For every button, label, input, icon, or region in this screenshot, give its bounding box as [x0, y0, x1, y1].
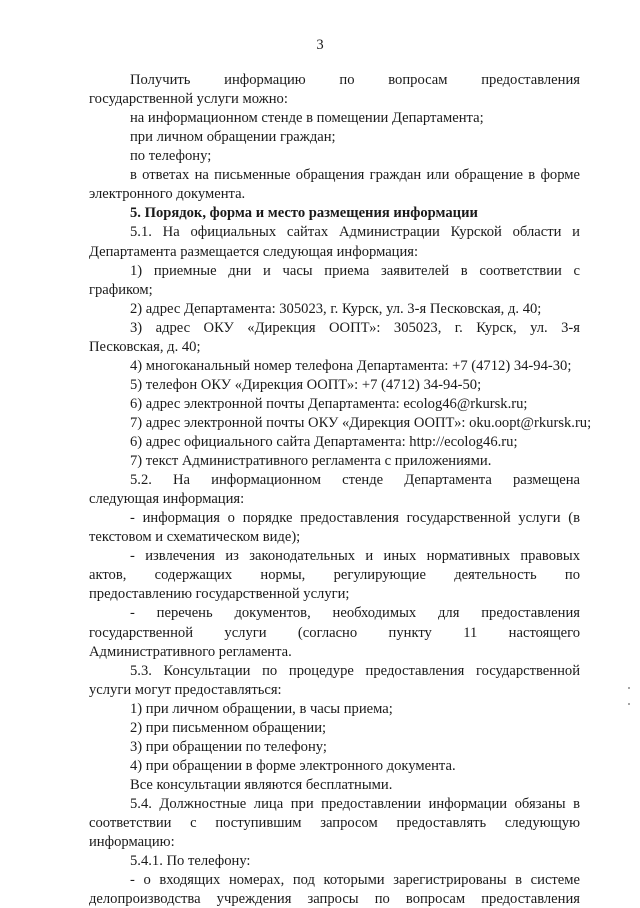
- text-line: на информационном стенде в помещении Департамента;: [130, 110, 484, 127]
- text-line: 5.4.1. По телефону:: [130, 853, 251, 870]
- text-line: 4) при обращении в форме электронного документа.: [130, 757, 456, 774]
- text-line: текстовом и схематическом виде);: [89, 529, 301, 546]
- text-line: 3) адрес ОКУ «Дирекция ООПТ»: 305023, г. Курск, ул. 3-я: [130, 319, 580, 336]
- text-line: соответствии с поступившим запросом предоставлять следующую: [89, 815, 580, 831]
- text-line: - перечень документов, необходимых для предоставления: [130, 605, 580, 622]
- text-line: 2) при письменном обращении;: [130, 719, 327, 736]
- text-line: 1) приемные дни и часы приема заявителей в соответствии с: [130, 262, 580, 279]
- text-line: Получить информацию по вопросам предоставления: [130, 72, 580, 88]
- text-line: по телефону;: [130, 148, 212, 165]
- text-line: Все консультации являются бесплатными.: [130, 776, 393, 793]
- text-line: предоставлению государственной услуги;: [89, 586, 350, 603]
- text-line: 7) адрес электронной почты ОКУ «Дирекция ООПТ»: oku.oopt@rkursk.ru;: [130, 414, 592, 431]
- text-line: 5.1. На официальных сайтах Администрации Курской области и: [130, 224, 580, 241]
- text-line: Департамента размещается следующая информация:: [89, 243, 419, 260]
- text-line: 6) адрес электронной почты Департамента: ecolog46@rkursk.ru;: [130, 395, 528, 412]
- text-line: 5.4. Должностные лица при предоставлении информации обязаны в: [130, 795, 580, 812]
- page-number: 3: [316, 37, 324, 53]
- text-line: - извлечения из законодательных и иных нормативных правовых: [130, 548, 580, 565]
- text-line: - о входящих номерах, под которыми зарегистрированы в системе: [130, 872, 580, 889]
- text-line: следующая информация:: [89, 491, 245, 508]
- text-line: 2) адрес Департамента: 305023, г. Курск, ул. 3-я Песковская, д. 40;: [130, 300, 542, 317]
- text-line: в ответах на письменные обращения граждан или обращение в форме: [130, 167, 580, 184]
- text-line: 3) при обращении по телефону;: [130, 738, 327, 755]
- text-line: государственной услуги можно:: [89, 91, 288, 107]
- text-line: 1) при личном обращении, в часы приема;: [130, 700, 393, 717]
- text-line: услуги могут предоставляться:: [89, 681, 282, 698]
- text-line: - информация о порядке предоставления государственной услуги (в: [130, 510, 580, 527]
- text-line: при личном обращении граждан;: [130, 129, 336, 146]
- text-line: электронного документа.: [89, 186, 246, 203]
- text-line: информацию:: [89, 834, 175, 850]
- text-line: 6) адрес официального сайта Департамента: http://ecolog46.ru;: [130, 433, 518, 450]
- text-line: 5) телефон ОКУ «Дирекция ООПТ»: +7 (4712) 34-94-50;: [130, 376, 482, 393]
- text-line: актов, содержащих нормы, регулирующие деятельность по: [89, 567, 580, 584]
- text-line: графиком;: [89, 281, 153, 298]
- text-line: Песковская, д. 40;: [89, 338, 201, 355]
- text-line: 7) текст Административного регламента с приложениями.: [130, 453, 492, 469]
- scan-speck: [628, 703, 630, 705]
- text-line: государственной услуги (согласно пункту 11 настоящего: [89, 624, 580, 641]
- text-line: делопроизводства учреждения запросы по вопросам предоставления: [89, 891, 580, 908]
- scan-speck: [628, 687, 630, 689]
- section-heading: 5. Порядок, форма и место размещения информации: [130, 205, 478, 222]
- text-line: 5.2. На информационном стенде Департамента размещена: [130, 472, 580, 489]
- text-line: 5.3. Консультации по процедуре предоставления государственной: [130, 662, 580, 679]
- text-line: Административного регламента.: [89, 643, 292, 660]
- text-line: 4) многоканальный номер телефона Департамента: +7 (4712) 34-94-30;: [130, 357, 572, 374]
